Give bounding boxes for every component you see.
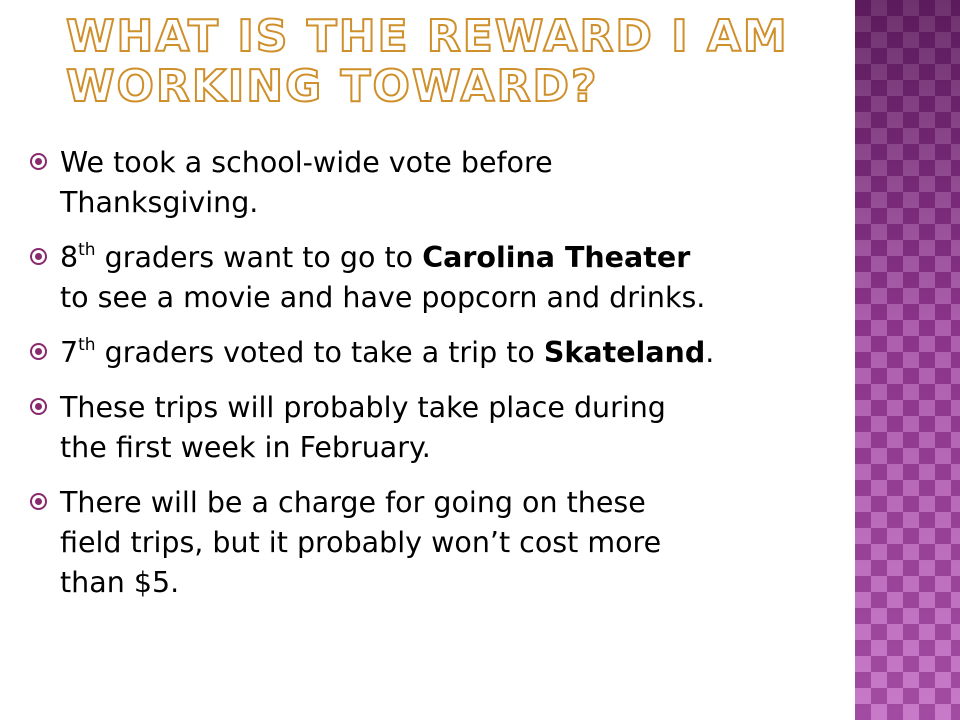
bullet-text: graders want to go to (95, 241, 423, 274)
bullet-list (30, 143, 850, 618)
decorative-side-band (855, 0, 960, 720)
circle-dot-bullet-icon (30, 398, 47, 415)
destination-name: Skateland (543, 336, 706, 369)
bullet-text-end: . (705, 336, 715, 369)
bullet-line: Thanksgiving. (60, 186, 259, 219)
bullet-line: We took a school-wide vote before (60, 146, 553, 179)
bullet-line: than $5. (60, 566, 180, 599)
bullet-item-8th-graders (30, 238, 850, 318)
slide-title: WHAT IS THE REWARD I AM WORKING TOWARD? (66, 11, 789, 112)
bullet-line: There will be a charge for going on these (60, 486, 646, 519)
circle-dot-bullet-icon (30, 493, 47, 510)
bullet-line: to see a movie and have popcorn and drinks. (60, 281, 706, 314)
bullet-line: These trips will probably take place during (60, 391, 666, 424)
grade-suffix: th (78, 335, 96, 355)
grade-number: 7 (60, 336, 79, 369)
destination-name: Carolina Theater (422, 241, 691, 274)
bullet-line (60, 333, 850, 373)
bullet-line: field trips, but it probably won’t cost more (60, 526, 662, 559)
bullet-item-7th-graders (30, 333, 850, 373)
bullet-line (60, 238, 850, 278)
circle-dot-bullet-icon (30, 248, 47, 265)
bullet-item-trip-timing (30, 388, 850, 468)
bullet-line: the first week in February. (60, 431, 431, 464)
circle-dot-bullet-icon (30, 153, 47, 170)
circle-dot-bullet-icon (30, 343, 47, 360)
bullet-item-trip-cost (30, 483, 850, 603)
grade-suffix: th (78, 240, 96, 260)
grade-number: 8 (60, 241, 79, 274)
bullet-text: graders voted to take a trip to (95, 336, 544, 369)
bullet-item-vote (30, 143, 850, 223)
